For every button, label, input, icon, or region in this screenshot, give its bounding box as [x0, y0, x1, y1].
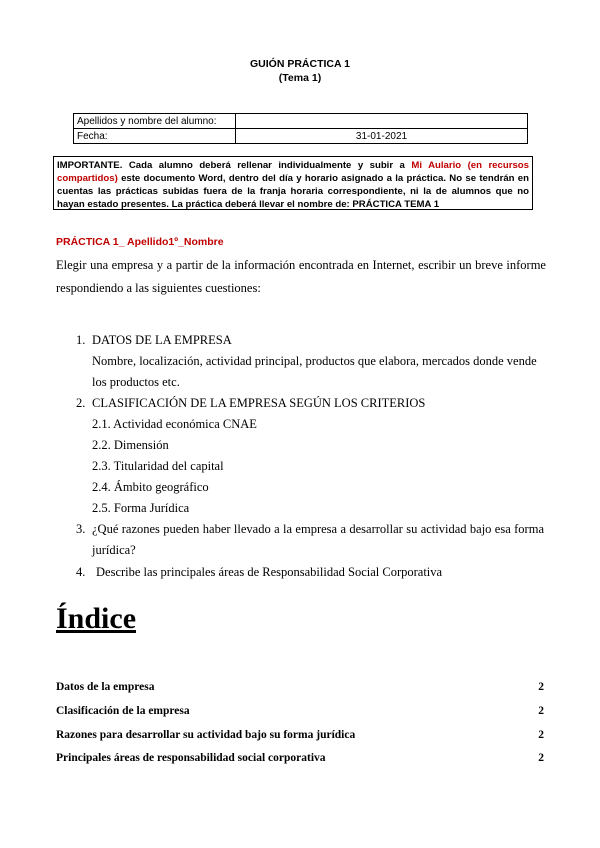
- list-number: 2.: [76, 396, 86, 410]
- toc-entry-label[interactable]: Clasificación de la empresa: [56, 705, 190, 717]
- sub-item: 2.2. Dimensión: [92, 438, 169, 452]
- notice-text-1: IMPORTANTE. Cada alumno deberá rellenar individualmente y subir a: [57, 160, 412, 171]
- list-number: 3.: [76, 522, 86, 536]
- date-label: Fecha:: [74, 129, 236, 144]
- intro-paragraph: Elegir una empresa y a partir de la información encontrada en Internet, escribir un breve informe respondiendo a las siguientes cuestiones:: [56, 258, 546, 295]
- toc-entry[interactable]: [56, 681, 544, 693]
- toc-entry-label[interactable]: Datos de la empresa: [56, 681, 155, 693]
- list-item: ¿Qué razones pueden haber llevado a la empresa a desarrollar su actividad bajo esa forma jurídica?: [92, 522, 544, 557]
- date-field[interactable]: 31-01-2021: [236, 129, 528, 144]
- document-title: GUIÓN PRÁCTICA 1: [250, 58, 350, 70]
- list-number: 1.: [76, 333, 86, 347]
- index-title: Índice: [56, 602, 137, 635]
- toc-entry-label[interactable]: Razones para desarrollar su actividad bajo su forma jurídica: [56, 729, 356, 741]
- important-notice: [53, 156, 533, 210]
- name-field[interactable]: [236, 114, 528, 129]
- notice-text-2: este documento Word, dentro del día y horario asignado a la práctica. No se tendrán en cuentas las prácticas subidas fuera de la franja horaria correspondiente, ni la de alumnos que no hayan estado presentes. La práctica deberá llevar el nombre de: PRÁCTICA TEMA 1: [57, 173, 529, 210]
- toc-entry-page: 2: [538, 705, 544, 717]
- document-subtitle: (Tema 1): [278, 72, 322, 84]
- toc-entry-page: 2: [538, 681, 544, 693]
- toc-entry-page: 2: [538, 752, 544, 764]
- list-item: Describe las principales áreas de Responsabilidad Social Corporativa: [96, 565, 443, 579]
- toc-entry-page: 2: [538, 729, 544, 741]
- sub-item: 2.1. Actividad económica CNAE: [92, 417, 257, 431]
- list-item: DATOS DE LA EMPRESA: [92, 333, 232, 347]
- list-item: CLASIFICACIÓN DE LA EMPRESA SEGÚN LOS CRITERIOS: [92, 396, 426, 410]
- student-info-table: [73, 113, 528, 144]
- notice-highlight: Mi Aulario (en recursos compartidos): [57, 160, 529, 184]
- sub-item: 2.5. Forma Jurídica: [92, 501, 190, 515]
- toc-entry[interactable]: [56, 705, 544, 717]
- list-item-description: Nombre, localización, actividad principal, productos que elabora, mercados donde vende los productos etc.: [92, 354, 537, 389]
- list-number: 4.: [76, 565, 86, 579]
- toc-entry[interactable]: [56, 729, 544, 741]
- sub-item: 2.4. Ámbito geográfico: [92, 480, 209, 494]
- name-label: Apellidos y nombre del alumno:: [74, 114, 236, 129]
- practice-heading: PRÁCTICA 1_ Apellido1º_Nombre: [56, 236, 224, 248]
- toc-entry[interactable]: [56, 752, 544, 764]
- toc-entry-label[interactable]: Principales áreas de responsabilidad social corporativa: [56, 752, 326, 764]
- sub-item: 2.3. Titularidad del capital: [92, 459, 224, 473]
